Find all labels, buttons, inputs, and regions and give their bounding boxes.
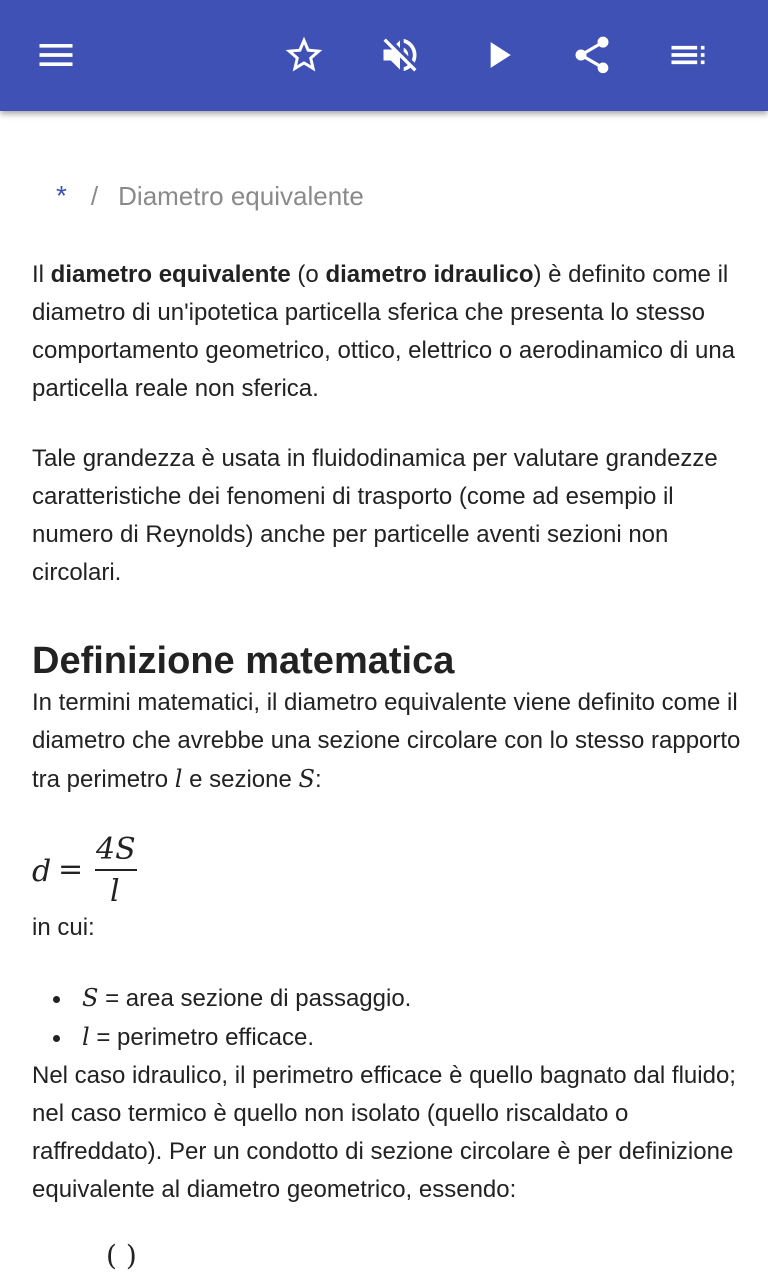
breadcrumb-home-link[interactable]: * <box>56 180 67 211</box>
play-button[interactable] <box>470 27 526 83</box>
star-icon <box>282 33 326 77</box>
diameter-formula: d = 4S l <box>32 832 136 909</box>
usage-paragraph: Tale grandezza è usata in fluidodinamica per valutare grandezze caratteristiche dei fenomeni di trasporto (come ad esempio il numero di Reynolds) anche per particelle aventi sezioni non circolari. <box>32 445 718 586</box>
article-content <box>32 256 742 1277</box>
table-of-contents-button[interactable] <box>660 27 716 83</box>
play-icon <box>476 33 520 77</box>
app-toolbar <box>0 0 768 111</box>
list-item: S = area sezione di passaggio. <box>32 979 742 1018</box>
in-cui-label: in cui: <box>32 914 95 941</box>
intro-paragraph: Il diametro equivalente (o diametro idraulico) è definito come il diametro di un'ipotetica particella sferica che presenta lo stesso comportamento geometrico, ottico, elettrico o aerodinamico di una particella reale non sferica. <box>32 261 736 402</box>
breadcrumb <box>56 180 364 212</box>
breadcrumb-current: Diametro equivalente <box>118 181 364 211</box>
section-heading: Definizione matematica <box>32 640 455 682</box>
share-icon <box>570 33 614 77</box>
toc-icon <box>666 33 710 77</box>
definition-paragraph: In termini matematici, il diametro equivalente viene definito come il diametro che avrebbe una sezione circolare con lo stesso rapporto tra perimetro l e sezione S: <box>32 689 741 793</box>
breadcrumb-separator: / <box>90 181 99 211</box>
share-button[interactable] <box>564 27 620 83</box>
menu-button[interactable] <box>28 27 84 83</box>
mute-button[interactable] <box>372 27 428 83</box>
bookmark-button[interactable] <box>276 27 332 83</box>
menu-icon <box>34 33 78 77</box>
circular-formula-partial: ( ) <box>106 1239 137 1272</box>
hydraulic-paragraph: Nel caso idraulico, il perimetro efficace è quello bagnato dal fluido; nel caso termico è quello non isolato (quello riscaldato o raffreddato). Per un condotto di sezione circolare è per definizione equivalente al diametro geometrico, essendo: <box>32 1062 736 1203</box>
volume-off-icon <box>378 33 422 77</box>
variable-list <box>32 979 742 1057</box>
list-item: l = perimetro efficace. <box>32 1018 742 1057</box>
